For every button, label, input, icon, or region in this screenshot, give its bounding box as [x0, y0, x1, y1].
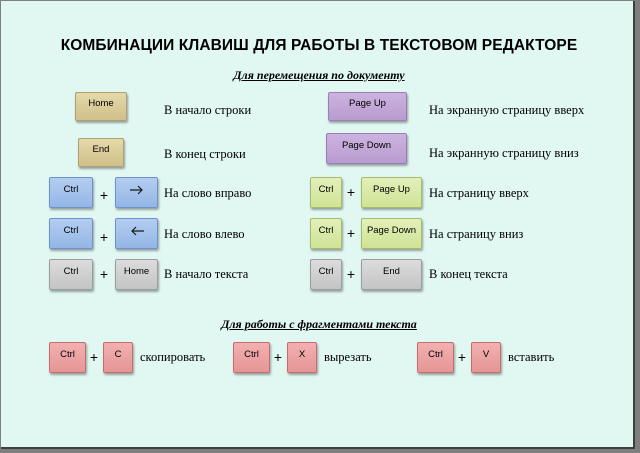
- desc-paste: вставить: [508, 350, 555, 364]
- ctrl-key: Ctrl: [49, 342, 86, 373]
- desc-cut: вырезать: [324, 350, 372, 364]
- desc-screen-down: На экранную страницу вниз: [429, 146, 579, 160]
- desc-word-right: На слово вправо: [164, 186, 252, 200]
- home-key: Home: [115, 259, 158, 290]
- end-key: End: [78, 138, 124, 167]
- desc-line-end: В конец строки: [164, 147, 246, 161]
- plus-sign: +: [89, 349, 99, 365]
- page-down-key: Page Down: [361, 218, 422, 249]
- document-page: [1, 1, 635, 449]
- ctrl-key: Ctrl: [49, 177, 93, 208]
- section-heading-navigation: Для перемещения по документу: [233, 68, 405, 82]
- desc-page-up: На страницу вверх: [429, 186, 529, 200]
- ctrl-key: Ctrl: [310, 177, 342, 208]
- ctrl-key: Ctrl: [310, 259, 342, 290]
- end-key: End: [361, 259, 422, 290]
- ctrl-key: Ctrl: [49, 259, 93, 290]
- desc-word-left: На слово влево: [164, 227, 245, 241]
- home-key: Home: [75, 92, 127, 121]
- v-key: V: [471, 342, 501, 373]
- plus-sign: +: [346, 266, 356, 282]
- desc-text-start: В начало текста: [164, 267, 249, 281]
- plus-sign: +: [346, 184, 356, 200]
- ctrl-key: Ctrl: [310, 218, 342, 249]
- section-heading-fragments: Для работы с фрагментами текста: [221, 317, 417, 331]
- page-title: КОМБИНАЦИИ КЛАВИШ ДЛЯ РАБОТЫ В ТЕКСТОВОМ РЕДАКТОРЕ: [60, 37, 578, 54]
- page-up-key: Page Up: [328, 92, 407, 121]
- ctrl-key: Ctrl: [417, 342, 454, 373]
- arrow-left-icon: [130, 226, 144, 236]
- arrow-left-key: [115, 218, 158, 249]
- ctrl-key: Ctrl: [233, 342, 270, 373]
- c-key: C: [103, 342, 133, 373]
- desc-copy: скопировать: [140, 350, 206, 364]
- plus-sign: +: [346, 225, 356, 241]
- plus-sign: +: [99, 187, 109, 203]
- plus-sign: +: [457, 349, 467, 365]
- plus-sign: +: [273, 349, 283, 365]
- plus-sign: +: [99, 266, 109, 282]
- desc-line-start: В начало строки: [164, 103, 252, 117]
- desc-page-down: На страницу вниз: [429, 227, 524, 241]
- plus-sign: +: [99, 229, 109, 245]
- arrow-right-key: [115, 177, 158, 208]
- ctrl-key: Ctrl: [49, 218, 93, 249]
- desc-text-end: В конец текста: [429, 267, 508, 281]
- desc-screen-up: На экранную страницу вверх: [429, 103, 585, 117]
- x-key: X: [287, 342, 317, 373]
- arrow-right-icon: [130, 185, 144, 195]
- page-up-key: Page Up: [361, 177, 422, 208]
- page-down-key: Page Down: [326, 133, 407, 164]
